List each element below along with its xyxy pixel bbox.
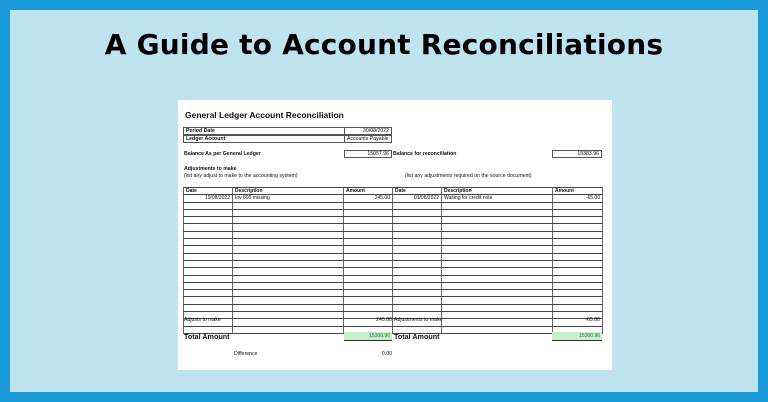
table-cell bbox=[344, 202, 393, 209]
gl-balance-label: Balance As per General Ledger bbox=[184, 151, 261, 157]
table-row bbox=[184, 268, 603, 275]
table-cell bbox=[393, 282, 442, 289]
table-cell bbox=[233, 260, 344, 267]
table-cell bbox=[393, 231, 442, 238]
table-cell bbox=[442, 217, 553, 224]
table-cell bbox=[442, 326, 553, 333]
period-value: 30/08/2022 bbox=[344, 127, 392, 135]
difference-label: Difference bbox=[234, 351, 258, 357]
table-cell bbox=[184, 231, 233, 238]
table-cell bbox=[233, 209, 344, 216]
adjusts-right-label: Adjustments to make bbox=[394, 317, 443, 323]
table-cell bbox=[184, 282, 233, 289]
column-header: Description bbox=[233, 188, 344, 195]
table-cell bbox=[344, 275, 393, 282]
table-cell bbox=[344, 260, 393, 267]
table-cell bbox=[393, 275, 442, 282]
adjusts-left-label: Adjusts to make bbox=[184, 317, 221, 323]
table-cell bbox=[233, 275, 344, 282]
table-row bbox=[184, 275, 603, 282]
table-cell bbox=[442, 304, 553, 311]
table-cell bbox=[442, 231, 553, 238]
table-cell bbox=[233, 290, 344, 297]
difference-value: 0.00 bbox=[381, 351, 392, 357]
table-cell: -65.00 bbox=[553, 195, 603, 202]
table-cell bbox=[442, 319, 553, 326]
table-cell bbox=[184, 202, 233, 209]
table-cell bbox=[442, 246, 553, 253]
table-cell bbox=[393, 304, 442, 311]
gl-balance-value: 15057.96 bbox=[344, 150, 392, 158]
table-cell bbox=[184, 246, 233, 253]
table-cell bbox=[442, 275, 553, 282]
table-cell bbox=[233, 268, 344, 275]
table-cell bbox=[184, 239, 233, 246]
table-row bbox=[184, 239, 603, 246]
table-row bbox=[184, 224, 603, 231]
table-cell bbox=[553, 217, 603, 224]
table-cell bbox=[442, 239, 553, 246]
table-cell bbox=[553, 246, 603, 253]
table-cell bbox=[184, 209, 233, 216]
table-cell bbox=[184, 217, 233, 224]
table-cell bbox=[393, 246, 442, 253]
table-cell bbox=[442, 297, 553, 304]
table-cell bbox=[553, 209, 603, 216]
table-cell bbox=[553, 239, 603, 246]
table-cell bbox=[553, 304, 603, 311]
table-cell bbox=[233, 202, 344, 209]
table-cell bbox=[553, 297, 603, 304]
total-right-label: Total Amount bbox=[394, 332, 440, 341]
table-cell bbox=[393, 217, 442, 224]
adjust-left-note: (list any adjust to make to the accounting system) bbox=[184, 173, 298, 179]
table-cell bbox=[393, 202, 442, 209]
table-cell bbox=[233, 282, 344, 289]
table-cell bbox=[442, 282, 553, 289]
table-cell bbox=[393, 297, 442, 304]
table-row bbox=[184, 253, 603, 260]
table-cell bbox=[344, 304, 393, 311]
table-cell bbox=[553, 253, 603, 260]
table-cell bbox=[233, 224, 344, 231]
table-cell bbox=[184, 275, 233, 282]
adjust-title: Adjustments to make bbox=[184, 166, 237, 172]
table-cell bbox=[393, 260, 442, 267]
table-cell: Waiting for credit note bbox=[442, 195, 553, 202]
column-header: Date bbox=[184, 188, 233, 195]
table-cell bbox=[442, 224, 553, 231]
table-cell bbox=[553, 231, 603, 238]
table-row bbox=[184, 246, 603, 253]
table-cell bbox=[442, 268, 553, 275]
table-cell bbox=[553, 290, 603, 297]
table-header-row bbox=[184, 188, 603, 195]
table-row bbox=[184, 209, 603, 216]
table-cell bbox=[184, 304, 233, 311]
table-cell bbox=[553, 260, 603, 267]
table-cell bbox=[393, 253, 442, 260]
table-cell bbox=[233, 253, 344, 260]
column-header: Amount bbox=[553, 188, 603, 195]
table-cell bbox=[344, 268, 393, 275]
table-cell bbox=[553, 202, 603, 209]
recon-balance-label: Balance for reconciliation bbox=[393, 151, 457, 157]
table-cell bbox=[393, 268, 442, 275]
adjust-right-note: (list any adjustments required on the source document) bbox=[405, 173, 532, 179]
table-row bbox=[184, 260, 603, 267]
ledger-value: Accounts Payable bbox=[344, 135, 392, 143]
table-cell bbox=[233, 246, 344, 253]
table-cell bbox=[344, 239, 393, 246]
recon-balance-value: 15383.96 bbox=[552, 150, 602, 158]
table-cell bbox=[233, 312, 344, 319]
table-cell bbox=[184, 268, 233, 275]
table-cell bbox=[233, 217, 344, 224]
table-cell bbox=[442, 312, 553, 319]
table-cell: 245.00 bbox=[344, 195, 393, 202]
table-row bbox=[184, 297, 603, 304]
table-row bbox=[184, 195, 603, 202]
table-cell bbox=[184, 297, 233, 304]
table-cell bbox=[344, 217, 393, 224]
sheet-title: General Ledger Account Reconciliation bbox=[185, 110, 344, 120]
table-row bbox=[184, 217, 603, 224]
total-left-value: 15300.96 bbox=[344, 332, 392, 341]
column-header: Description bbox=[442, 188, 553, 195]
table-cell bbox=[442, 290, 553, 297]
table-cell bbox=[344, 297, 393, 304]
adjusts-left-value: 245.00 bbox=[376, 317, 392, 323]
table-cell bbox=[442, 202, 553, 209]
ledger-label: Ledger Account bbox=[183, 135, 345, 143]
table-cell bbox=[184, 253, 233, 260]
table-cell bbox=[393, 209, 442, 216]
table-cell bbox=[184, 290, 233, 297]
table-row bbox=[184, 282, 603, 289]
page-headline: A Guide to Account Reconciliations bbox=[104, 28, 664, 61]
table-cell bbox=[344, 231, 393, 238]
column-header: Date bbox=[393, 188, 442, 195]
table-cell: Inv 895 missing bbox=[233, 195, 344, 202]
table-row bbox=[184, 231, 603, 238]
table-cell bbox=[233, 326, 344, 333]
adjustments-table bbox=[183, 187, 603, 334]
table-cell bbox=[233, 304, 344, 311]
table-cell bbox=[553, 268, 603, 275]
table-cell bbox=[344, 246, 393, 253]
table-cell bbox=[233, 319, 344, 326]
table-cell bbox=[344, 209, 393, 216]
table-cell bbox=[344, 290, 393, 297]
table-cell bbox=[344, 253, 393, 260]
table-row bbox=[184, 319, 603, 326]
table-cell bbox=[393, 224, 442, 231]
table-row bbox=[184, 290, 603, 297]
table-cell: 01/08/2022 bbox=[393, 195, 442, 202]
table-row bbox=[184, 202, 603, 209]
total-left-label: Total Amount bbox=[184, 332, 230, 341]
table-cell bbox=[553, 275, 603, 282]
table-row bbox=[184, 312, 603, 319]
table-cell bbox=[344, 282, 393, 289]
reconciliation-sheet bbox=[178, 100, 612, 370]
period-label: Period Date bbox=[183, 127, 345, 135]
table-cell bbox=[393, 239, 442, 246]
adjusts-right-value: -65.00 bbox=[585, 317, 600, 323]
table-cell bbox=[442, 209, 553, 216]
table-cell bbox=[393, 290, 442, 297]
table-cell bbox=[184, 224, 233, 231]
table-cell bbox=[553, 282, 603, 289]
column-header: Amount bbox=[344, 188, 393, 195]
table-cell bbox=[344, 224, 393, 231]
table-row bbox=[184, 304, 603, 311]
table-cell bbox=[233, 297, 344, 304]
table-cell bbox=[184, 260, 233, 267]
table-cell bbox=[233, 231, 344, 238]
table-cell bbox=[553, 224, 603, 231]
table-cell bbox=[233, 239, 344, 246]
table-row bbox=[184, 326, 603, 333]
total-right-value: 15300.96 bbox=[552, 332, 602, 341]
table-cell bbox=[442, 253, 553, 260]
table-cell bbox=[442, 260, 553, 267]
table-cell: 19/08/2022 bbox=[184, 195, 233, 202]
